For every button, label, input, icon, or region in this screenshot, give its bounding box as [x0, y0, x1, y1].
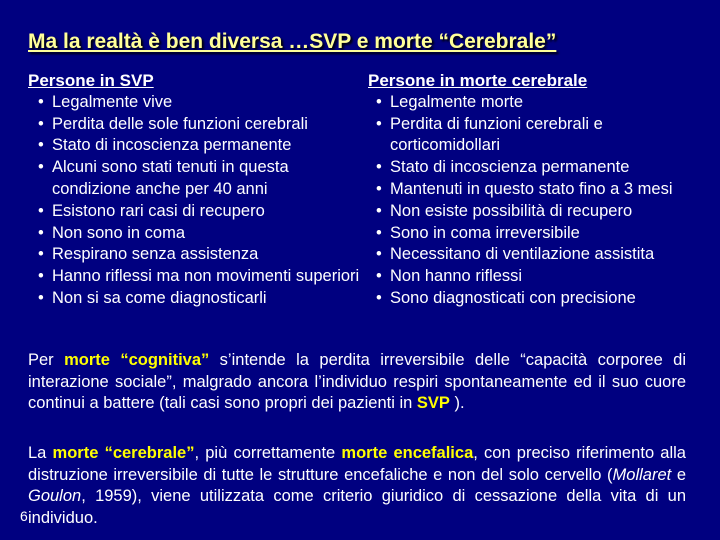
- brain-death-list: [368, 92, 698, 310]
- list-item: • Respirano senza assistenza: [28, 244, 363, 266]
- cerebral-death-paragraph: La morte “cerebrale”, più correttamente morte encefalica, con preciso riferimento alla distruzione irreversibile di tutte le strutture encefaliche e non del solo cervello (Mollaret e Goulon, 1959), viene utilizzata come criterio giuridico di cessazione della vita di un individuo.: [28, 444, 686, 527]
- svp-list: [28, 92, 363, 310]
- bullet-icon: •: [38, 114, 44, 133]
- list-item: • Legalmente morte: [368, 92, 698, 114]
- bullet-icon: •: [376, 245, 382, 264]
- bullet-icon: •: [38, 201, 44, 220]
- bullet-icon: •: [38, 245, 44, 264]
- bullet-icon: •: [376, 179, 382, 198]
- author-name: Goulon: [28, 487, 82, 505]
- highlight-term: morte encefalica: [341, 444, 474, 462]
- list-item: • Sono in coma irreversibile: [368, 223, 698, 245]
- bullet-icon: •: [38, 267, 44, 286]
- list-item: • Alcuni sono stati tenuti in questa condizione anche per 40 anni: [38, 158, 289, 198]
- bullet-icon: •: [376, 158, 382, 177]
- list-item: • Non si sa come diagnosticarli: [28, 288, 363, 310]
- bullet-icon: •: [38, 92, 44, 111]
- list-item: • Hanno riflessi ma non movimenti superiori: [28, 266, 363, 288]
- highlight-term: morte “cerebrale”: [52, 444, 195, 462]
- page-number: 6: [20, 508, 28, 524]
- highlight-term: SVP: [416, 394, 450, 412]
- bullet-icon: •: [376, 288, 382, 307]
- bullet-icon: •: [376, 114, 382, 133]
- bullet-icon: •: [376, 201, 382, 220]
- bullet-icon: •: [38, 288, 44, 307]
- list-item: • Esistono rari casi di recupero: [28, 201, 363, 223]
- svp-column: [28, 70, 363, 310]
- list-item: • Necessitano di ventilazione assistita: [368, 244, 698, 266]
- bullet-icon: •: [376, 223, 382, 242]
- slide-title: Ma la realtà è ben diversa …SVP e morte “Cerebrale”: [28, 30, 557, 53]
- bullet-icon: •: [38, 136, 44, 155]
- author-name: Mollaret: [612, 465, 672, 484]
- list-item: • Stato di incoscienza permanente: [368, 157, 698, 179]
- list-item: • Mantenuti in questo stato fino a 3 mesi: [368, 179, 698, 201]
- list-item: • Perdita di funzioni cerebrali e corticomidollari: [376, 114, 603, 155]
- bullet-icon: •: [38, 223, 44, 242]
- highlight-term: morte “cognitiva”: [64, 351, 210, 369]
- bullet-icon: •: [38, 158, 44, 177]
- list-item: • Sono diagnosticati con precisione: [368, 288, 698, 310]
- list-item: • Non sono in coma: [28, 223, 363, 245]
- list-item: • Legalmente vive: [28, 92, 363, 114]
- bullet-icon: •: [376, 92, 382, 111]
- brain-death-heading: Persone in morte cerebrale: [368, 71, 588, 90]
- brain-death-column: [368, 70, 698, 310]
- svp-heading: Persone in SVP: [28, 71, 154, 90]
- list-item: • Non esiste possibilità di recupero: [368, 201, 698, 223]
- cognitive-death-paragraph: Per morte “cognitiva” s’intende la perdita irreversibile delle “capacità corporee di interazione sociale”, malgrado ancora l’individuo respiri spontaneamente ed il suo cuore continui a battere (tali casi sono propri dei pazienti in SVP ).: [28, 351, 687, 412]
- list-item: • Stato di incoscienza permanente: [28, 135, 363, 157]
- list-item: • Perdita delle sole funzioni cerebrali: [28, 114, 363, 136]
- list-item: • Non hanno riflessi: [368, 266, 698, 288]
- bullet-icon: •: [376, 267, 382, 286]
